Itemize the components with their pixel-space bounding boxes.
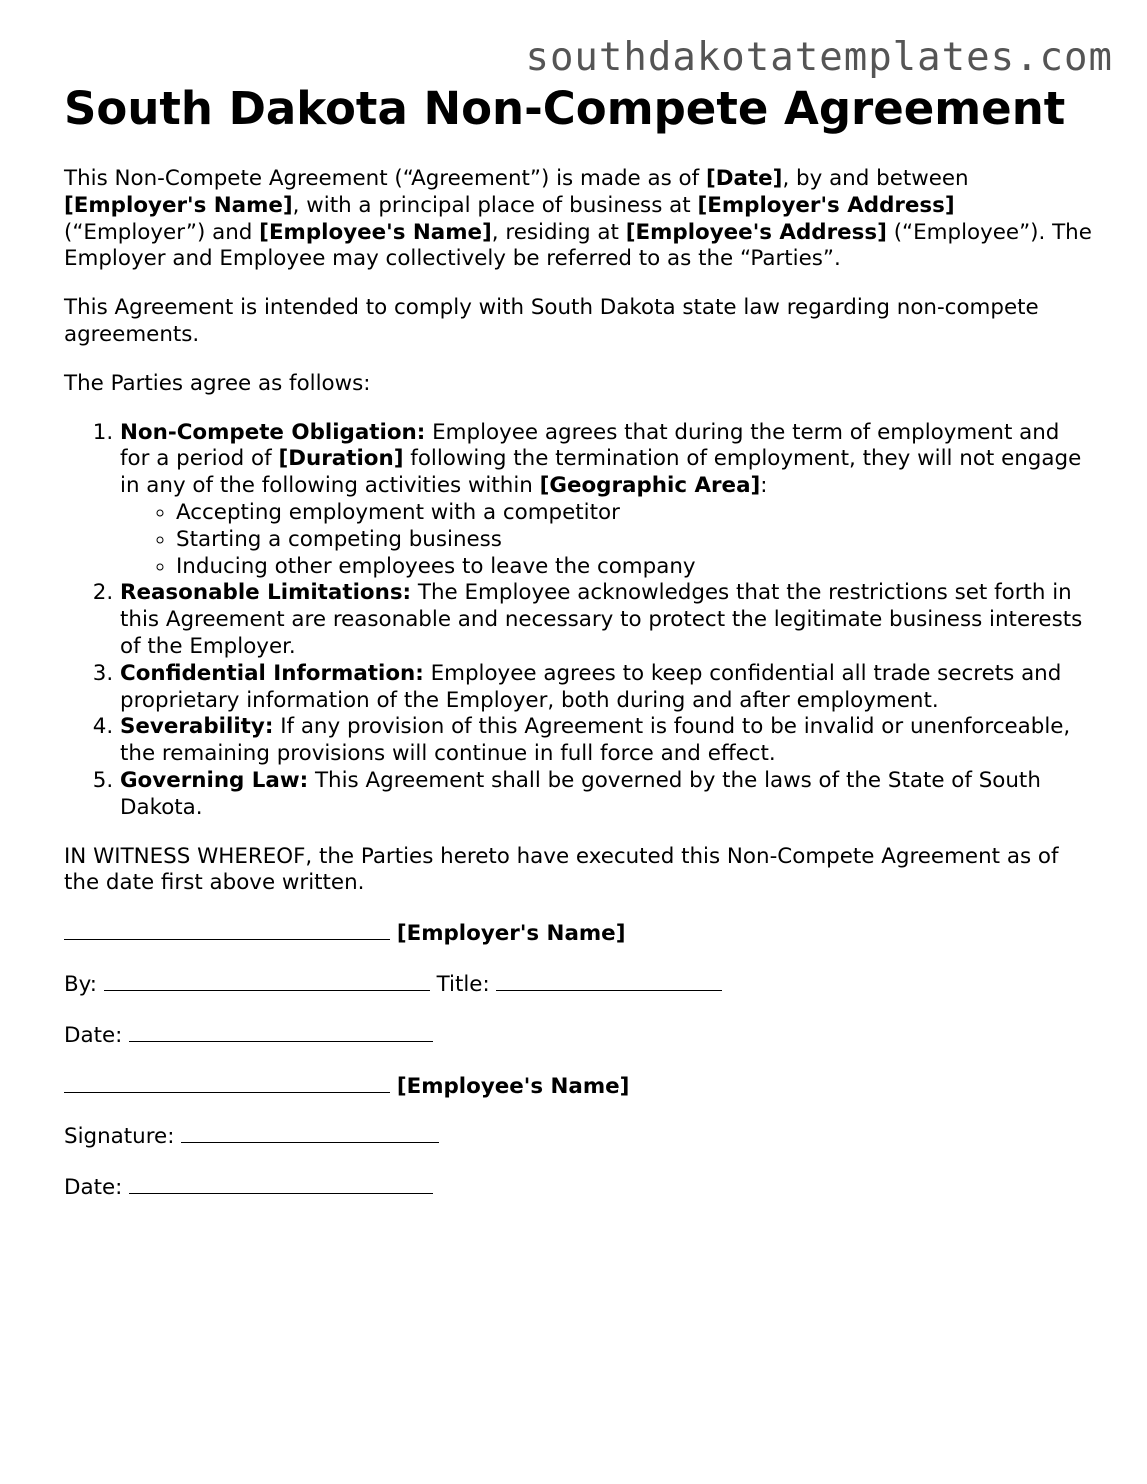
clause-heading: Non-Compete Obligation: [120,419,426,445]
employer-signature-line[interactable] [64,919,390,940]
title-line[interactable] [496,970,722,991]
employer-date-line[interactable] [129,1021,433,1042]
intro-text-3: , with a principal place of business at [292,192,698,218]
clause-governing-law [120,768,1094,822]
clause-text: The Employee acknowledges that the restrictions set forth in this Agreement are reasonable and necessary to protect the legitimate business interests of the Employer. [120,580,1083,659]
by-line[interactable] [104,970,430,991]
employee-sign-row [64,1122,1094,1151]
employee-name-line[interactable] [64,1072,390,1093]
activity-list [120,500,1094,580]
clause-non-compete [120,420,1094,581]
intro-text-6: (“Employee”). The Employer and Employee may collectively be referred to as the “Parties”. [64,219,1092,272]
employer-by-row [64,970,1094,999]
activity-item: ◦ Starting a competing business [176,527,1094,554]
employer-address-placeholder: [Employer's Address] [697,192,955,218]
clause-heading: Governing Law: [120,767,309,793]
intro-text-2: , by and between [782,166,969,191]
intro-text-4: (“Employer”) and [64,219,260,245]
title-label: Title: [436,971,490,997]
clause-text: This Agreement shall be governed by the laws of the State of South Dakota. [120,767,1041,820]
compliance-paragraph: This Agreement is intended to comply with South Dakota state law regarding non-compete agreements. [64,295,1039,347]
intro-paragraph [64,166,1094,273]
employee-name-placeholder: [Employee's Name] [259,219,492,245]
duration-placeholder: [Duration] [278,446,404,472]
clause-heading: Severability: [120,714,274,740]
activity-item: ◦ Inducing other employees to leave the company [176,554,1094,581]
clause-reasonable-limitations [120,580,1094,660]
clause-heading: Confidential Information: [120,660,424,686]
date-label: Date: [64,1175,123,1201]
employer-name-placeholder: [Employer's Name] [64,192,293,218]
geographic-area-placeholder: [Geographic Area] [539,473,761,499]
date-label: Date: [64,1022,123,1048]
clause-text: Employee agrees to keep confidential all trade secrets and proprietary information of the Employer, both during and after employment. [120,660,1062,713]
clause-text: If any provision of this Agreement is found to be invalid or unenforceable, the remaining provisions will continue in full force and effect. [120,714,1071,767]
site-watermark: southdakotatemplates.com [525,35,1113,80]
clause-confidential-information [120,661,1094,715]
agree-intro: The Parties agree as follows: [64,370,371,396]
clause-heading: Reasonable Limitations: [120,580,412,606]
witness-paragraph: IN WITNESS WHEREOF, the Parties hereto have executed this Non-Compete Agreement as of the date first above written. [64,843,1059,896]
employer-date-row [64,1021,1094,1050]
signature-block [64,919,1094,1202]
intro-text-5: , residing at [491,219,626,245]
clause-text: : [760,473,768,499]
employee-signature-row [64,1072,1094,1101]
document-body [64,82,1094,1202]
employee-address-placeholder: [Employee's Address] [625,219,887,245]
employee-name-label: [Employee's Name] [396,1073,630,1099]
signature-label: Signature: [64,1124,175,1150]
clause-text: following the termination of employment, they will not engage in any of the following activities within [120,446,1082,499]
clause-list [64,420,1094,822]
by-label: By: [64,971,97,997]
employee-signature-line[interactable] [181,1122,439,1143]
clause-severability [120,714,1094,768]
intro-text-1: This Non-Compete Agreement (“Agreement”) is made as of [64,166,706,191]
document-title: South Dakota Non-Compete Agreement [64,82,1066,135]
clause-text: Employee agrees that during the term of employment and for a period of [120,419,1060,472]
activity-item: ◦ Accepting employment with a competitor [176,500,1094,527]
employer-signature-row [64,919,1094,948]
employee-date-line[interactable] [129,1173,433,1194]
employer-name-label: [Employer's Name] [396,921,626,947]
date-placeholder: [Date] [705,166,783,191]
employee-date-row [64,1173,1094,1202]
